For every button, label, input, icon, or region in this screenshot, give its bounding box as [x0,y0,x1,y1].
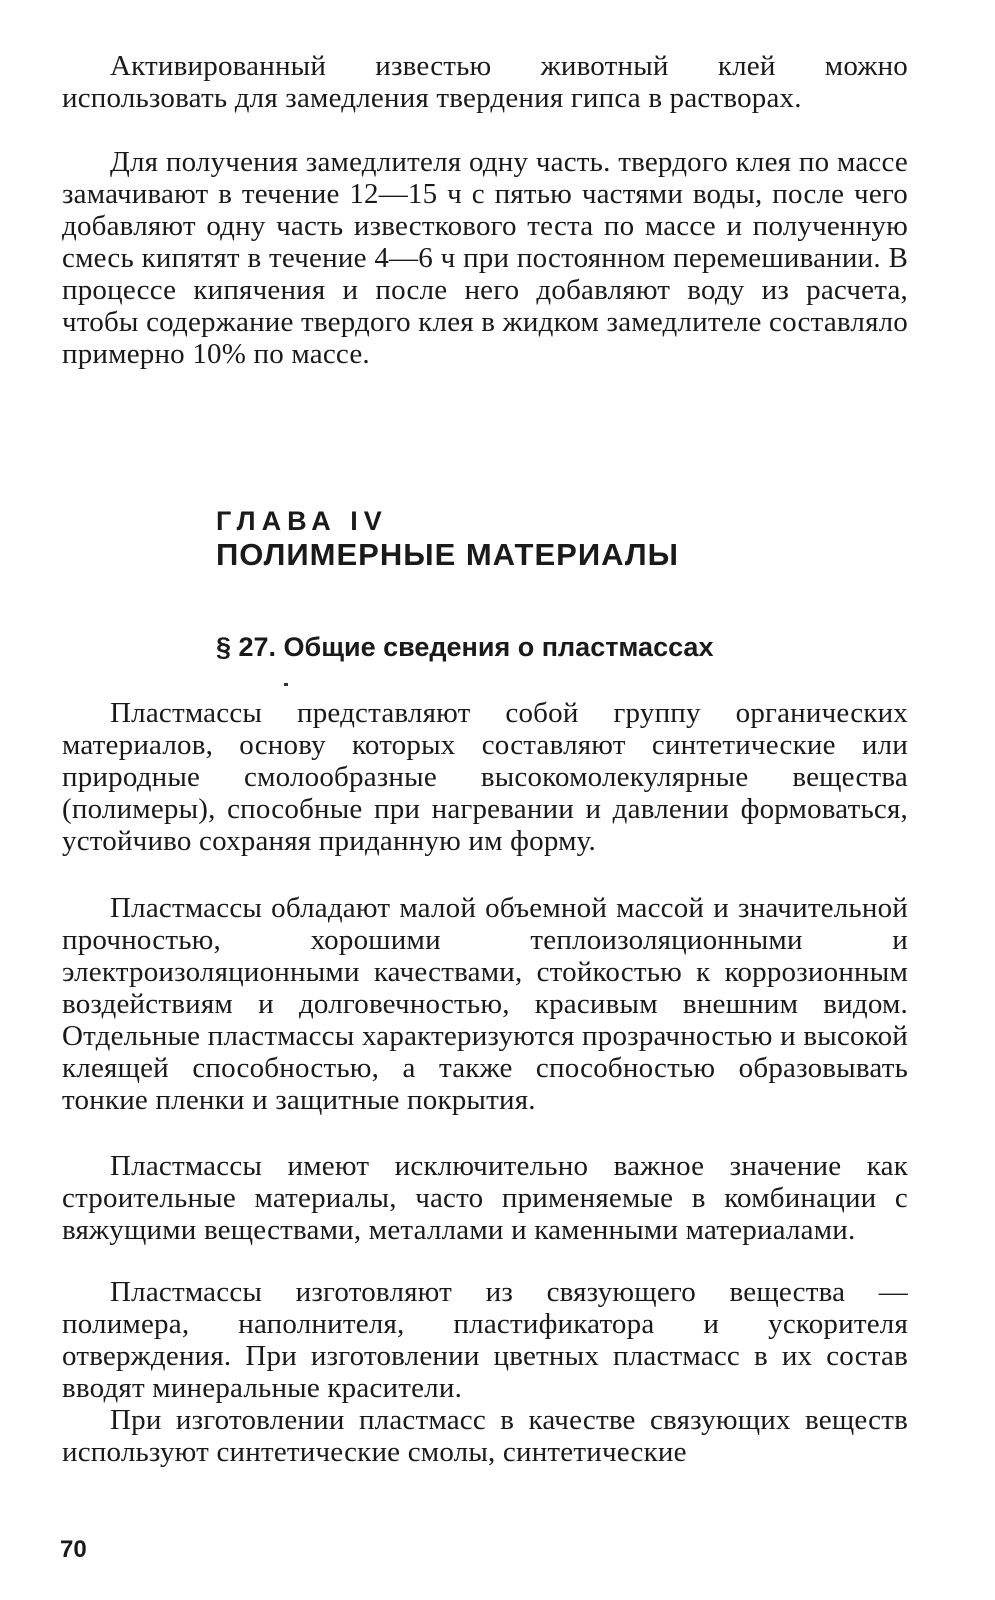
paragraph-plastics-composition: Пластмассы изготовляют из связующего вещества — полимера, наполнителя, пластификатора и ускорителя отверждения. При изготовлении цветных пластмасс в их состав вводят минеральные красители. [62,1276,908,1404]
print-speck [284,683,288,686]
paragraph-retarder-preparation: Для получения замедлителя одну часть. твердого клея по массе замачивают в течение 12—15 ч с пятью частями воды, после чего добавляют одну часть известкового теста по массе и полученную смесь кипятят в течение 4—6 ч при постоянном перемешивании. В процессе кипячения и после него добавляют воду из расчета, чтобы содержание твердого клея в жидком замедлителе составляло примерно 10% по массе. [62,146,908,370]
section-title: § 27. Общие сведения о пластмассах [216,632,714,662]
chapter-label: ГЛАВА IV [216,506,388,536]
paragraph-plastics-binders: При изготовлении пластмасс в качестве связующих веществ используют синтетические смолы, синтетические [62,1404,908,1468]
paragraph-plastics-properties: Пластмассы обладают малой объемной массой и значительной прочностью, хорошими теплоизоляционными и электроизоляционными качествами, стойкостью к коррозионным воздействиям и долговечностью, красивым внешним видом. Отдельные пластмассы характеризуются прозрачностью и высокой клеящей способностью, а также способностью образовывать тонкие пленки и защитные покрытия. [62,892,908,1116]
chapter-title: ПОЛИМЕРНЫЕ МАТЕРИАЛЫ [216,537,679,572]
paragraph-plastics-importance: Пластмассы имеют исключительно важное значение как строительные материалы, часто применяемые в комбинации с вяжущими веществами, металлами и каменными материалами. [62,1150,908,1246]
page-number: 70 [60,1536,87,1563]
paragraph-plastics-definition: Пластмассы представляют собой группу органических материалов, основу которых составляют синтетические или природные смолообразные высокомолекулярные вещества (полимеры), способные при нагревании и давлении формоваться, устойчиво сохраняя приданную им форму. [62,697,908,857]
paragraph-glue-retarder: Активированный известью животный клей можно использовать для замедления твердения гипса в растворах. [62,50,908,114]
